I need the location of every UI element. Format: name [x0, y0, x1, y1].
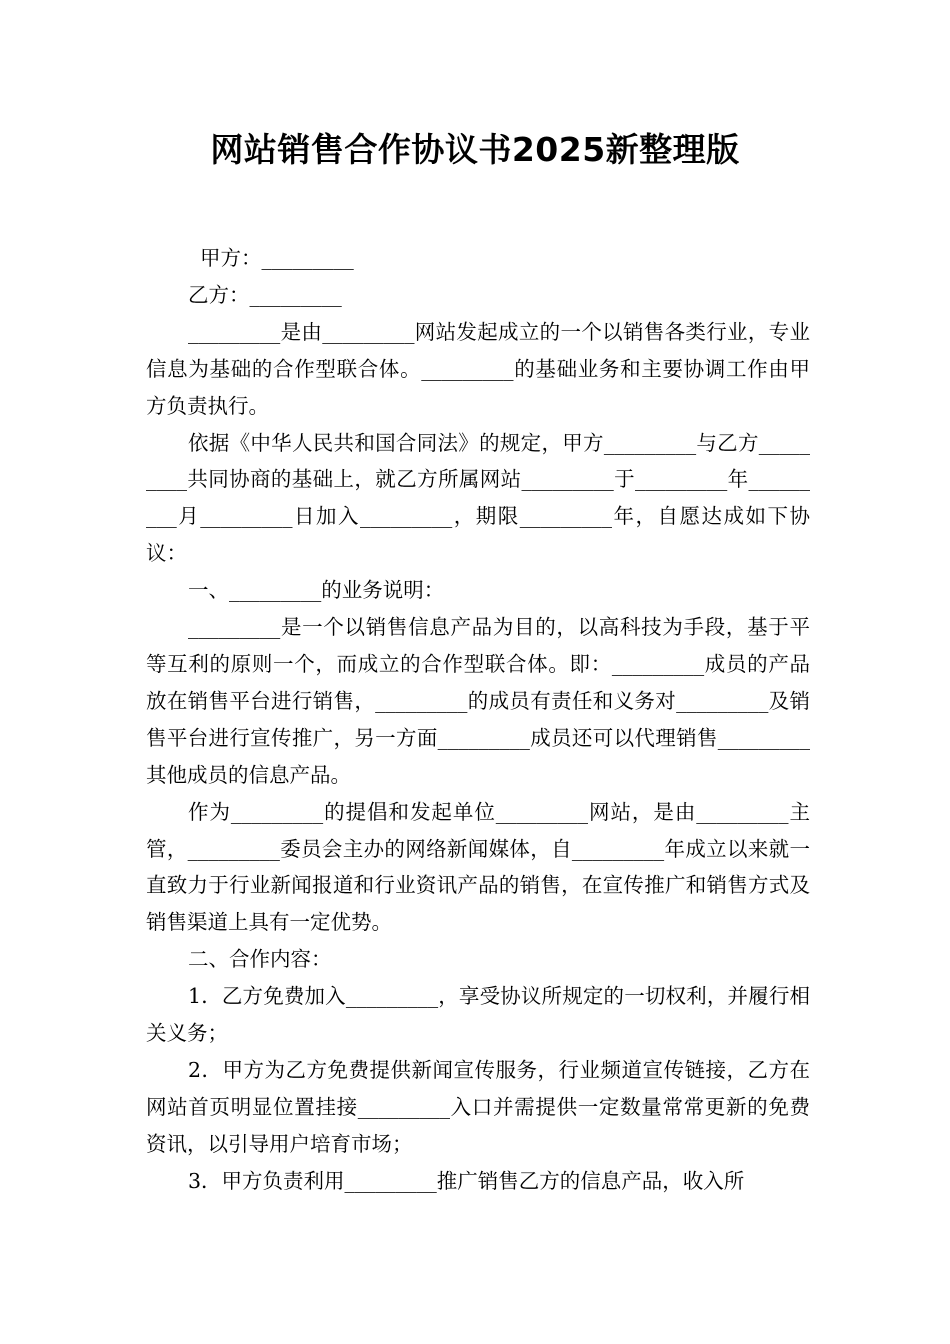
- section-heading-business: 一、_________的业务说明：: [188, 578, 445, 603]
- clause-2: 2．甲方为乙方免费提供新闻宣传服务，行业频道宣传链接，乙方在网站首页明显位置挂接_________入口并需提供一定数量常常更新的免费资讯，以引导用户培育市场；: [146, 1057, 810, 1156]
- business-description-paragraph: _________是一个以销售信息产品为目的，以高科技为手段，基于平等互利的原则一个，而成立的合作型联合体。即：_________成员的产品放在销售平台进行销售，_________的成员有责任和义务对_________及销售平台进行宣传推广，另一方面_________成员还可以代理销售_________其他成员的信息产品。: [146, 615, 810, 787]
- clause-3: 3．甲方负责利用_________推广销售乙方的信息产品，收入所: [188, 1168, 745, 1193]
- party-a-line: 甲方：_________: [200, 246, 354, 270]
- document-body: [146, 240, 810, 1200]
- section-heading-cooperation: 二、合作内容：: [188, 947, 332, 972]
- clause-1: 1．乙方免费加入_________，享受协议所规定的一切权利，并履行相关义务；: [146, 984, 810, 1046]
- basis-paragraph: 依据《中华人民共和国合同法》的规定，甲方_________与乙方_________共同协商的基础上，就乙方所属网站_________于_________年_________月_________日加入_________，期限_________年，自愿达成如下协议：: [146, 430, 810, 566]
- document-title: 网站销售合作协议书2025新整理版: [210, 130, 740, 169]
- intro-paragraph: _________是由_________网站发起成立的一个以销售各类行业，专业信息为基础的合作型联合体。_________的基础业务和主要协调工作由甲方负责执行。: [146, 319, 810, 418]
- initiator-paragraph: 作为_________的提倡和发起单位_________网站，是由_________主管，_________委员会主办的网络新闻媒体，自_________年成立以来就一直致力于行业新闻报道和行业资讯产品的销售，在宣传推广和销售方式及销售渠道上具有一定优势。: [146, 799, 810, 935]
- party-b-line: 乙方：_________: [188, 282, 342, 307]
